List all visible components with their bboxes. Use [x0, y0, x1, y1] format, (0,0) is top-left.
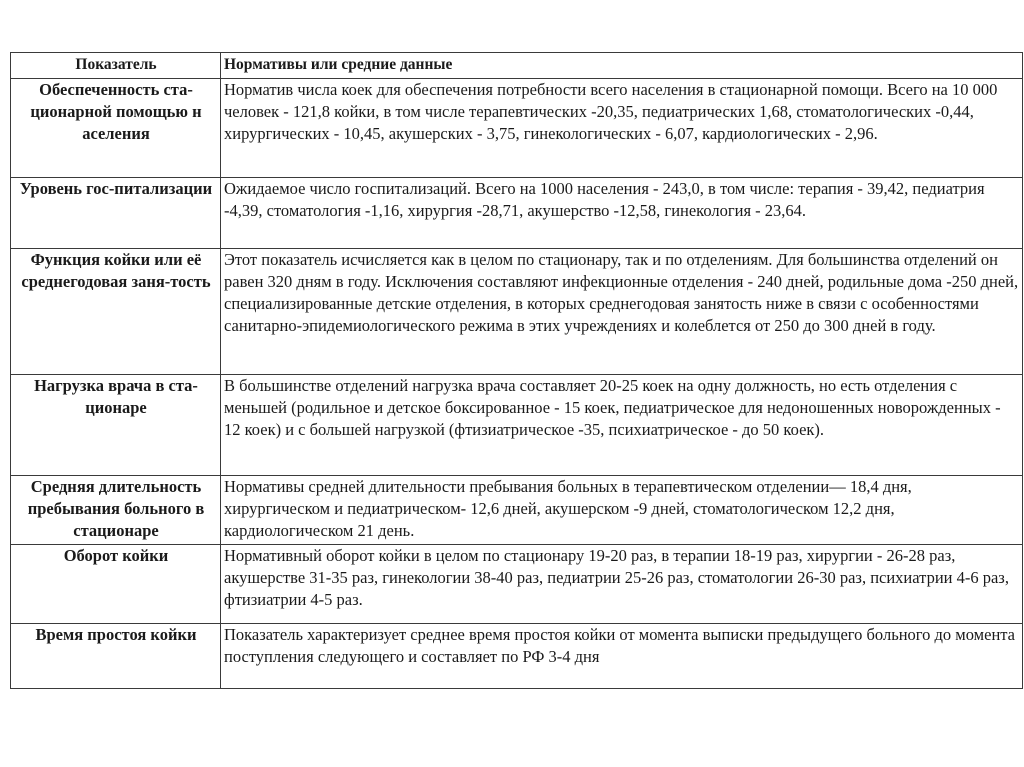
- table-row: [11, 375, 1023, 476]
- row-norms: Этот показатель исчисляется как в целом по стационару, так и по отделениям. Для большинства отделений он равен 320 дням в году. Исключения составляют инфекционные отделения - 240 дней, родильные дома -250 дней, специализированные детские отделения, в которых среднегодовая занятость ниже в связи с особенностями санитарно-эпидемиологического режима в этих учреждениях и колеблется от 250 до 300 дней в году.: [221, 249, 1023, 375]
- row-norms: Ожидаемое число госпитализаций. Всего на 1000 населения - 243,0, в том числе: терапия - 39,42, педиатрия -4,39, стоматология -1,16, хирургия -28,71, акушерство -12,58, гинекология - 23,64.: [221, 178, 1023, 249]
- row-indicator: Средняя длительность пребывания больного в стационаре: [11, 476, 221, 545]
- row-norms: Показатель характеризует среднее время простоя койки от момента выписки предыдущего больного до момента поступления следующего и составляет по РФ 3-4 дня: [221, 624, 1023, 689]
- table-row: [11, 545, 1023, 624]
- table-row: [11, 249, 1023, 375]
- table-row: [11, 79, 1023, 178]
- row-norms: В большинстве отделений нагрузка врача составляет 20-25 коек на одну должность, но есть отделения с меньшей (родильное и детское боксированное - 15 коек, педиатрическое для недоношенных новорожденных - 12 коек) и с большей нагрузкой (фтизиатрическое -35, психиатрическое - до 50 коек).: [221, 375, 1023, 476]
- row-norms: Норматив числа коек для обеспечения потребности всего населения в стационарной помощи. Всего на 10 000 человек - 121,8 койки, в том числе терапевтических -20,35, педиатрических 1,68, стоматологических -0,44, хирургических - 10,45, акушерских - 3,75, гинекологических - 6,07, кардиологических - 2,96.: [221, 79, 1023, 178]
- row-indicator: Оборот койки: [11, 545, 221, 624]
- row-indicator: Нагрузка врача в ста-ционаре: [11, 375, 221, 476]
- header-norms: Нормативы или средние данные: [221, 53, 1023, 79]
- row-norms: Нормативы средней длительности пребывания больных в терапевтическом отделении— 18,4 дня, хирургическом и педиатрическом- 12,6 дней, акушерском -9 дней, стоматологическом 12,2 дня, кардиологическом 21 день.: [221, 476, 1023, 545]
- header-indicator: Показатель: [11, 53, 221, 79]
- row-indicator: Время простоя койки: [11, 624, 221, 689]
- table-row: [11, 624, 1023, 689]
- table-row: [11, 178, 1023, 249]
- table-row: [11, 476, 1023, 545]
- norms-table: [10, 52, 1023, 689]
- row-indicator: Обеспеченность ста-ционарной помощью н аселения: [11, 79, 221, 178]
- row-norms: Нормативный оборот койки в целом по стационару 19-20 раз, в терапии 18-19 раз, хирургии - 26-28 раз, акушерстве 31-35 раз, гинекологии 38-40 раз, педиатрии 25-26 раз, стоматологии 26-30 раз, психиатрии 4-6 раз, фтизиатрии 4-5 раз.: [221, 545, 1023, 624]
- table-header-row: [11, 53, 1023, 79]
- row-indicator: Функция койки или её среднегодовая заня-тость: [11, 249, 221, 375]
- document-page: [10, 52, 1023, 689]
- row-indicator: Уровень гос-питализации: [11, 178, 221, 249]
